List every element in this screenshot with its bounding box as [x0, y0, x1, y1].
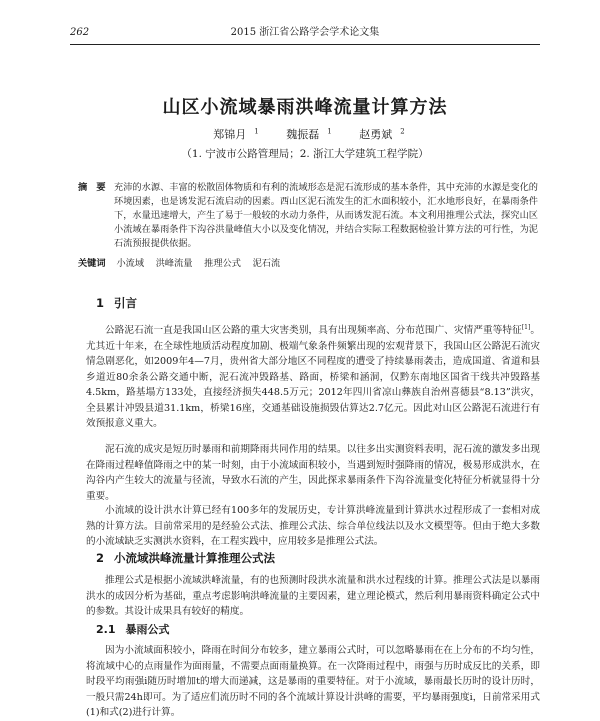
author: 郑锦月 $^1$	[213, 127, 259, 141]
author-list	[70, 126, 540, 142]
journal-title: 2015 浙江省公路学会学术论文集	[230, 27, 380, 38]
section-heading: 1 引言	[96, 296, 138, 310]
section-heading: 2 小流域洪峰流量计算推理公式法	[96, 551, 276, 565]
keyword: 推理公式	[204, 258, 241, 269]
paragraph: 推理公式是根据小流域洪峰流量，有的也预测时段洪水流量和洪水过程线的计算。推理公式法是以暴雨洪水的成因分析为基础，重点考虑影响洪峰流量的主要因素，建立理论模式，然后利用暴雨资料确定公式中的参数。其设计成果具有较好的精度。	[86, 575, 540, 617]
paragraph: 公路泥石流一直是我国山区公路的重大灾害类别，具有出现频率高、分布范围广、灾情严重等特征[1]。尤其近十年来，在全球性地质活动程度加剧、极端气象条件频繁出现的宏观背景下，我国山区公路泥石流灾情急剧恶化，如2009年4—7月，贵州省大部分地区不同程度的遭受了持续暴雨袭击，造成国道、省道和县乡道近80余条公路交通中断，泥石流冲毁路基、路面，桥梁和涵洞，仅黔东南地区国省干线共冲毁路基4.5km，路基塌方133处，直接经济损失448.5万元；2012年四川省凉山彝族自治州喜德县“8.13”洪灾，全县累计冲毁县道31.1km，桥梁16座，交通基础设施损毁估算达2.7亿元。因此对山区公路泥石流进行有效预报意义重大。	[86, 324, 541, 430]
subsection-heading: 2.1 暴雨公式	[96, 623, 170, 636]
keywords	[78, 257, 538, 271]
abstract-label: 摘 要	[78, 182, 106, 193]
abstract	[78, 181, 538, 251]
paragraph: 因为小流域面积较小，降雨在时间分布较多，建立暴雨公式时，可以忽略暴雨在在上分布的不均匀性，将流域中心的点雨量作为面雨量，不需要点面雨量换算。在一次降雨过程中，雨强与历时成反比的关系，即时段平均雨强i随历时增加t的增大而递减，这是暴雨的重要特征。对于小流域，暴雨最长历时的设计历时，一般只需24h即可。为了适应们流历时不同的各个流域计算设计洪峰的需要，平均暴雨强度i，日前常采用式(1)和式(2)进行计算。	[86, 645, 540, 718]
keywords-label: 关键词	[78, 258, 106, 269]
author: 赵勇斌 $^2$	[359, 127, 405, 141]
abstract-text: 充沛的水源、丰富的松散固体物质和有利的流域形态是泥石流形成的基本条件，其中充沛的水源是变化的环境因素，也是诱发泥石流启动的因素。西山区泥石流发生的汇水面积较小，汇水地形良好，在暴雨条件下，水量迅速增大，产生了易于一般较的水动力条件，从而诱发泥石流。本文利用推理公式法，探究山区小流域在暴雨条件下沟谷洪量峰值大小以及变化情况，并结合实际工程数据检验计算方法的可行性，为泥石流预报提供依据。	[114, 182, 538, 249]
paper-title: 山区小流域暴雨洪峰流量计算方法	[162, 97, 448, 118]
affiliations: （1. 宁波市公路管理局；2. 浙江大学建筑工程学院）	[181, 148, 429, 160]
running-header	[70, 25, 540, 41]
citation: [1]	[521, 324, 531, 331]
header-rule	[70, 44, 540, 45]
author: 魏振磊 $^1$	[286, 127, 332, 141]
keyword: 泥石流	[252, 258, 281, 269]
keyword: 小流域	[116, 258, 145, 269]
page-number: 262	[70, 27, 90, 38]
paragraph: 小流域的设计洪水计算已经有100多年的发展历史，专计算洪峰流量到计算洪水过程形成了一套相对成熟的计算方法。目前常采用的是经验公式法、推理公式法、综合单位线法以及水文模型等。但由于绝大多数的小流域缺乏实测洪水资料，在工程实践中，应用较多是推理公式法。	[86, 505, 540, 547]
paragraph: 泥石流的成灾是短历时暴雨和前期降雨共同作用的结果。以往多出实测资料表明，泥石流的激发多出现在降雨过程峰值降雨之中的某一时刻，由于小流域面积较小，当遇到短时强降雨的情况，极易形成洪水，在沟谷内产生较大的流量与径流，导致水石流的产生，因此探求暴雨条件下沟谷流量变化特征分析就显得十分重要。	[86, 444, 540, 502]
keyword: 洪峰流量	[155, 258, 193, 269]
